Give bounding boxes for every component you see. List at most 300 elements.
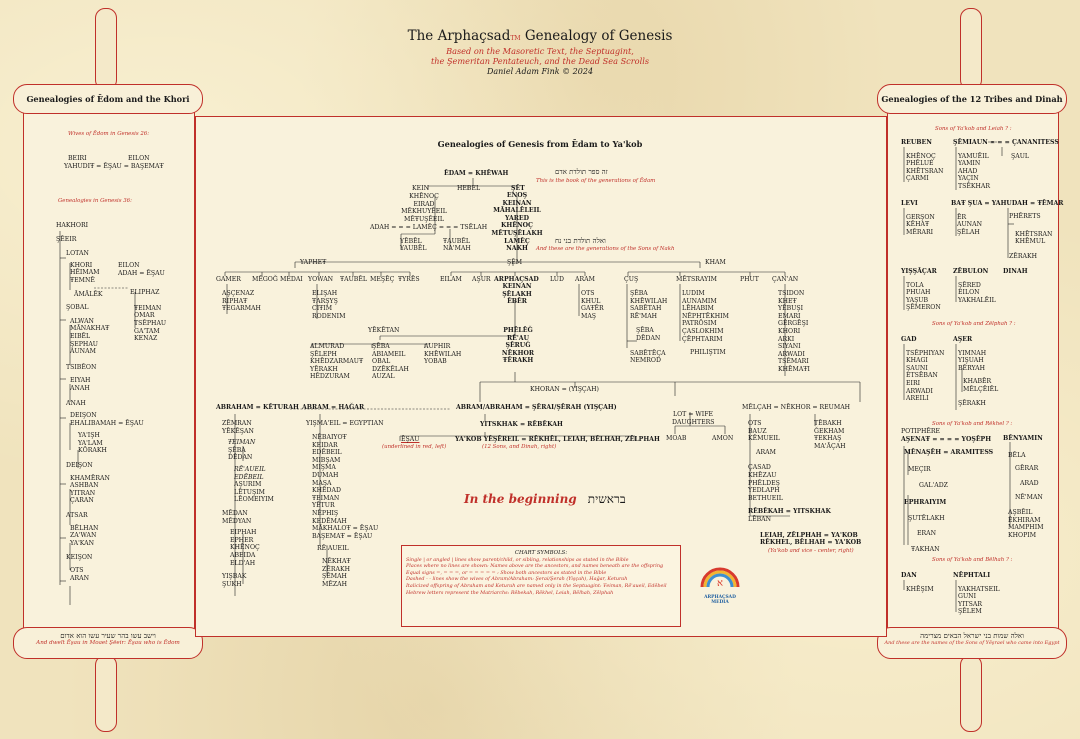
name-khesim: KHĒŞIM — [906, 585, 934, 593]
node-yekesan: YĒKĒŞAN — [222, 427, 254, 435]
legend-line-1: Single | or angled | lines show parent/child, or sibling, relationships as stated in the Bible — [406, 556, 629, 563]
node-tsidon: TSIDON — [778, 290, 805, 297]
node-terakh: ŦĒRAKH — [502, 357, 534, 365]
node-aunamim: AUNAMIM — [682, 297, 717, 305]
node-maacah: MA'ĀÇAH — [814, 442, 846, 450]
name-khemul: KHĒMUL — [1015, 238, 1046, 245]
rainbow-icon — [700, 561, 740, 591]
node-yetur: YĒTUR — [312, 502, 335, 510]
name-omar: OMAR — [134, 312, 155, 320]
node-eber: ĒBĒR — [507, 298, 527, 306]
node-yismaeil: YIŞMA'EIL = EGYPTIAN — [306, 420, 384, 427]
name-zerakh: ZĒRAKH — [1009, 253, 1037, 260]
node-yebusi: YĒBUŞI — [778, 305, 804, 313]
node-yeketan: YĒKĒTAN — [368, 327, 400, 334]
name-tola: TOLA — [906, 281, 924, 289]
name-deison-2: DEIŞON — [66, 462, 93, 470]
node-abram-serai: ABRAM/ABRAHAM = ŞĒRAI/ŞĒRAH (YIŞÇAH) — [456, 404, 617, 411]
name-eliphaz: ELIPHAZ — [130, 289, 160, 297]
name-yalam: YA'LAM — [78, 439, 103, 447]
caption-generations-noah: And these are the generations of the Sons of Nakh — [536, 246, 675, 252]
node-esau-center: ĒŞAU — [401, 436, 420, 443]
hebrew-generations-noah: ואלה תולדת בני נח — [555, 237, 606, 245]
node-aram: ARAM — [575, 276, 595, 283]
node-casad: ÇASAD — [748, 464, 771, 472]
node-ascenaz: AŞÇENAZ — [222, 290, 255, 297]
left-tree-lines — [0, 0, 200, 640]
name-yisuah: YIŞUAH — [958, 357, 984, 365]
name-saul: ŞAUL — [1011, 153, 1030, 160]
node-abram-hagar: ABRAM = HAĞAR — [302, 404, 365, 411]
name-er: ĒR — [957, 213, 967, 221]
author-credit: Daniel Adam Fink © 2024 — [486, 67, 594, 76]
node-reaueil-k: RĒ'AUEIL — [234, 465, 266, 473]
name-asenat-joseph: AŞENAŦ = = = = YOŞĒPH — [901, 435, 992, 443]
right-footer-english: And these are the names of the Sons of Yēşrael who came into Egypt — [884, 640, 1060, 646]
arphacsad-media-logo — [700, 561, 740, 609]
node-epher: EPHER — [230, 536, 254, 544]
node-serug: ŞĒRUĞ — [505, 342, 531, 350]
name-eiyah: EIYAH — [70, 377, 91, 385]
beginning-hebrew: בראשית — [587, 492, 626, 506]
tribe-levi: LEVI — [901, 200, 918, 207]
leah-sons-title: Sons of Ya'kob and Leiah ? : — [935, 126, 1012, 132]
node-taubel: ŦAUBĒL — [443, 238, 470, 245]
node-khenoc-set: KHĒNOÇ — [501, 222, 533, 230]
name-tsekhar: TSĒKHAR — [958, 182, 991, 190]
name-tsibeon: TSIBĒON — [66, 363, 97, 371]
name-belhan: BĒLHAN — [70, 524, 99, 532]
tribe-naphtali: NĒPHTALI — [953, 572, 991, 579]
name-ashban: ASHBAN — [70, 482, 99, 490]
name-sauni: ŞAUNI — [906, 364, 928, 372]
name-etseban: ETSĒBAN — [906, 372, 938, 380]
name-yakan: YA'KAN — [70, 539, 95, 547]
keturah-sons — [222, 420, 274, 588]
node-citim: CIŦIM — [312, 305, 333, 313]
node-mibsam: MIBŞAM — [312, 456, 341, 464]
node-tekhas: ŦEKHAŞ — [814, 435, 842, 443]
name-menaseh: MĒNAŞĒH = ARAMITESS — [904, 449, 994, 457]
legend-title: CHART SYMBOLS: — [514, 550, 568, 556]
logo-text-top: ARPHAÇSAD — [704, 595, 736, 600]
name-bela: BĒLA — [1008, 451, 1026, 459]
node-selakh: ŞĒLAKH — [502, 290, 532, 298]
name-eiran: ERAN — [917, 530, 937, 538]
tribe-reuben: REUBEN — [901, 139, 932, 146]
node-seba-2: ŞĒBA — [636, 327, 654, 335]
tribe-judah: BAŦ ŞUA = YAHUDAH = ŦĒMAR — [951, 200, 1064, 207]
mizraim-sons — [682, 290, 729, 357]
svg-text:א: א — [716, 578, 724, 589]
legend-line-6: Hebrew letters represent the Matriarchs: Rēbekah, Rēkhel, Leiah, Bēlhah, Zēlphah — [406, 589, 614, 596]
node-khoran: KHORAN = (YIŞÇAH) — [530, 386, 599, 393]
node-medyan: MĒDYAN — [222, 517, 252, 525]
node-ludim: LUDIM — [682, 290, 705, 297]
note-jacob-right: (12 Sons, and Dinah, right) — [482, 444, 557, 450]
name-khetsran-2: KHĒTSRAN — [1015, 231, 1053, 238]
node-zerakh-i: ZĒRAKH — [322, 565, 350, 573]
title-part-a: The Arphaçsad — [407, 28, 511, 44]
name-tsephau: TSĒPHAU — [134, 319, 167, 327]
title-part-b: Genealogy of Genesis — [524, 28, 673, 44]
node-misma: MIŞMA — [312, 464, 336, 472]
node-khewilah-1: KHĒWILAH — [630, 297, 668, 305]
right-banner-title: Genealogies of the 12 Tribes and Dinah — [881, 94, 1063, 104]
node-keinan-2: KEINAN — [502, 283, 532, 290]
name-mamphim: MAMPHIM — [1008, 524, 1044, 532]
node-mesec: MEŞĒÇ — [370, 276, 395, 283]
node-sabeteca: SABĒTĒÇA — [630, 349, 666, 357]
gamer-sons — [222, 290, 261, 313]
name-khori: KHORI — [70, 261, 93, 269]
node-cus: ÇUŞ — [624, 276, 639, 283]
name-atsar: ATSAR — [66, 512, 88, 520]
node-reaueil-i: RĒ'AUEIL — [317, 545, 349, 553]
name-temne: ŦEMNĒ — [70, 276, 95, 284]
name-khameran: KHAMĒRAN — [70, 474, 110, 482]
node-melcah-nekhor: MĒLÇAH = NĒKHOR = REUMAH — [742, 404, 851, 411]
node-nekhor: NĒKHOR — [501, 349, 535, 357]
node-arki: ARKI — [778, 335, 795, 343]
name-gerson: GERŞON — [906, 213, 935, 221]
wife-beiri: BEIRI — [68, 155, 87, 162]
name-aunan: AUNAN — [957, 221, 982, 229]
node-teiman-k: ŦEIMAN — [228, 439, 256, 447]
node-nephis: NĒPHIŞ — [312, 509, 339, 517]
node-yedlaph: YEDLAPH — [748, 487, 780, 495]
name-selah: ŞĒLAH — [957, 228, 980, 236]
node-hebel: HEBEL — [457, 185, 481, 192]
name-tsephiyan: TSĒPHIYAN — [906, 349, 945, 357]
name-yasub: YAŞUB — [906, 296, 929, 304]
node-yobab: YOBAB — [424, 358, 447, 366]
caption-generations-adam: This is the book of the generations of Ēdam — [536, 178, 656, 184]
name-deison-1: DEIŞON — [70, 412, 97, 420]
node-kham: KHAM — [705, 259, 726, 266]
node-lot-wife: LOT = WIFE — [672, 411, 714, 418]
name-eilon-2: EILON — [958, 289, 980, 297]
name-yimnah: YIMNAH — [958, 349, 987, 357]
node-rebekah-yitskhak: RĒBĒKAH = YITSKHAK — [748, 508, 831, 516]
name-ehalibamah: EHALIBAMAH = ĒŞAU — [70, 419, 144, 427]
tribe-zebulun: ZĒBULON — [953, 268, 989, 275]
node-yakob-wives: YA'KOB YĒŞĒREIL = RĒKHĒL, LEIAH, BĒLHAH, ZĒLPHAH — [455, 436, 660, 443]
name-korakh: KŌRAKH — [78, 447, 107, 455]
node-ots-n: OTS — [748, 420, 762, 427]
node-dzekelah: DZĒKĒLAH — [372, 365, 409, 373]
name-zawan: ZA'WAN — [70, 532, 97, 540]
tribe-gad: GAD — [901, 336, 917, 343]
name-yitsar: YITSAR — [958, 600, 983, 608]
node-nemrod: NEMROD — [630, 357, 661, 365]
node-gekham: ĞEKHAM — [814, 427, 845, 435]
rachel-sons-title: Sons of Ya'kob and Rēkhel ? : — [932, 421, 1013, 427]
node-metuseeil: MĒŦUŞĒEIL — [403, 215, 445, 223]
node-abraham-keturah: ABRAHAM = KĒTURAH — [216, 404, 299, 411]
name-phelue: PHĒLUÉ — [906, 160, 934, 168]
node-mahaleleil: MĀHALĒLEIL — [493, 207, 541, 215]
in-the-beginning — [464, 488, 626, 507]
node-rekhel-yakob: RĒKHEL, BĒLHAH = YA'KOB — [760, 539, 862, 547]
legend-line-5: Italicized offspring of Abraham and Keturah are named only in the Septuagint: Ŧeiman, Rē'aueil, Edēbeil — [406, 582, 667, 589]
node-siyani: SIYANI — [778, 343, 801, 351]
cush-sons — [630, 290, 667, 365]
reumah-sons — [814, 420, 846, 450]
node-almurad: ALMURAD — [310, 343, 345, 350]
node-edebeil-i: EDĒBEIL — [312, 449, 342, 457]
node-semah: ŞĒMAH — [322, 573, 347, 581]
subtitle-line-1: Based on the Masoretic Text, the Septuagint, — [446, 46, 634, 56]
note-esau-left: (underlined in red, left) — [382, 444, 447, 450]
left-scroll-rod-bottom — [95, 655, 117, 732]
node-set: ŞĒT — [511, 185, 525, 192]
name-beryah: BĒRYAH — [958, 364, 985, 372]
node-seleph: ŞĒLEPH — [310, 350, 337, 358]
node-khenoc: KHĒNOÇ — [409, 193, 439, 200]
node-lud: LUD — [550, 276, 564, 283]
node-asurim: AŞURIM — [234, 481, 262, 489]
node-yaubel: YAUBĒL — [400, 245, 427, 252]
node-mekhuyeeil: MĒKHUYĒEIL — [401, 208, 447, 216]
name-yakhaleil: YAKHALĒIL — [958, 296, 996, 304]
node-namah: NA'MAH — [443, 245, 471, 252]
name-arad: ARAD — [1020, 479, 1039, 487]
node-khenoc-k: KHĒNOÇ — [230, 544, 260, 552]
name-khopim: KHOPIM — [1008, 531, 1037, 539]
name-anah-1: ANAH — [70, 384, 90, 392]
name-khenoc: KHĒNOÇ — [906, 152, 936, 160]
name-ephraiyim: EPHRAIYIM — [904, 498, 947, 506]
node-ots-aram: OTS — [581, 290, 595, 297]
name-sered: ŞĒRED — [958, 281, 981, 289]
name-kehat: KĒHAŦ — [906, 221, 930, 229]
name-eibel: EIBĒL — [70, 332, 91, 340]
name-kenaz: KENAZ — [134, 335, 158, 343]
name-neman: NĒ'MAN — [1015, 494, 1043, 502]
name-takhan: ŦAKHAN — [911, 545, 940, 553]
node-nephtekhim: NĒPHTĒKHIM — [682, 312, 729, 320]
genesis36-title: Genealogies in Genesis 36: — [58, 198, 132, 204]
node-khul: KHUL — [581, 297, 601, 305]
node-amon: AMON — [712, 435, 734, 442]
node-mas: MAŞ — [581, 312, 597, 320]
name-amalek: ĀMĀLĒK — [74, 290, 103, 298]
node-adam: ĒDAM = KHĒWAH — [444, 170, 509, 177]
node-nakh: NAKH — [506, 245, 528, 253]
node-makhalot-esau: MĀKHALOŦ = ĒŞAU — [312, 525, 379, 533]
ishmael-sons — [312, 434, 378, 588]
node-tyres: ŦYRĒS — [398, 276, 420, 283]
tribe-asher: AŞER — [953, 336, 973, 343]
node-seba-k: ŞĒBA — [228, 446, 246, 454]
node-leomeiyim: LĒOMEIYIM — [234, 496, 274, 504]
node-kein: KEIN — [412, 185, 429, 192]
center-title: Genealogies of Genesis from Ēdam to Ya'kob — [437, 139, 643, 149]
node-letusim: LĒTUŞIM — [234, 488, 265, 496]
subtitle-line-2: the Şemeritan Pentateuch, and the Dead Sea Scrolls — [430, 56, 650, 66]
edom-wives-title: Wives of Ēdom in Genesis 26: — [68, 131, 150, 137]
name-merari: MĒRARI — [906, 228, 934, 236]
node-khori-c: KHORI — [778, 327, 801, 335]
node-pheleg: PHĒLĒĞ — [503, 327, 533, 334]
tribe-simeon: ŞĒMIAUN = = = ÇANANITESS — [953, 139, 1059, 146]
name-yaish: YA'IŞH — [78, 432, 100, 440]
node-seba-1: ŞĒBA — [630, 290, 648, 297]
name-semeron: ŞĒMERON — [906, 304, 941, 312]
legend-line-4: Dashed - - lines show the wives of Abram/Abraham: Şerai/Şerah (Yişçah), Hağar, Keturah — [406, 576, 628, 583]
node-auphir: AUPHIR — [424, 343, 451, 350]
name-pherets: PHĒRETS — [1009, 213, 1041, 220]
node-kedemah: KEDĒMAH — [312, 517, 347, 525]
node-elisah: ELIŞAH — [312, 290, 338, 297]
node-asur: AŞUR — [472, 276, 491, 283]
node-leiah-yakob: LEIAH, ZĒLPHAH = YA'KOB — [760, 531, 858, 539]
beginning-english: In the beginning — [464, 492, 577, 506]
node-aram-n: ARAM — [756, 448, 776, 456]
joktan-sons-3 — [424, 343, 461, 366]
name-selem: ŞĒLEM — [958, 608, 982, 616]
name-sephau: ŞEPHAU — [70, 340, 98, 348]
node-tsemari: TSĒMARI — [778, 358, 809, 366]
node-yared: YARED — [504, 214, 530, 222]
name-potiphere: POTIPHĒRE — [901, 428, 941, 435]
node-reau: RĒ'AU — [507, 334, 529, 342]
node-eirad: EIRAD — [413, 200, 435, 208]
name-yacin: YAÇIN — [958, 175, 979, 183]
node-keinan: KEINAN — [502, 199, 532, 207]
aram-sons — [581, 290, 604, 320]
node-arwadi: ARWADI — [778, 350, 805, 358]
logo-text-bottom: MEDIA — [711, 600, 729, 605]
joktan-sons-1 — [310, 343, 363, 381]
left-footer-hebrew: וישב עשו בהר שעיר עשו הוא אדום — [60, 632, 156, 640]
name-carmi: ÇARMI — [906, 175, 929, 183]
node-eiphah: EIPHAH — [230, 529, 257, 537]
node-daughters: DAUGHTERS — [672, 418, 715, 426]
node-tegarmah: ŦEGARMAH — [222, 305, 261, 313]
node-medan: MĒDAN — [222, 509, 248, 517]
name-yakhatseil: YAKHATSEIL — [958, 585, 1000, 593]
lot-group — [672, 411, 714, 426]
node-lehabim: LĒHABIM — [682, 305, 714, 313]
name-eiri: EIRI — [906, 379, 921, 387]
chart-header — [380, 28, 700, 76]
legend-line-3: Equal signs =, = = =, or = = = = = : Show both ancestors as stated in the Bible — [406, 569, 607, 576]
node-khedzarmaut: KHĒDZARMAUŦ — [310, 358, 364, 366]
arphacsad-line — [500, 283, 534, 306]
node-enos: ENOŞ — [506, 192, 528, 199]
node-abeida: ABEIDA — [230, 551, 256, 559]
node-lamec-set: LAMĒÇ — [504, 237, 530, 245]
node-gater: GAŦĒR — [581, 305, 604, 313]
left-banner-title: Genealogies of Ēdom and the Khori — [26, 94, 190, 104]
node-yebel: YĒBĒL — [400, 238, 422, 245]
tribe-issachar: YIŞŞĀÇAR — [901, 268, 937, 275]
node-eilam: EILAM — [440, 276, 462, 283]
node-yaphet: YAPHEŦ — [300, 259, 327, 266]
node-yowan: YOWAN — [308, 276, 334, 283]
name-aunam: AUNAM — [70, 348, 96, 356]
node-sukh: ŞUKH — [222, 580, 242, 588]
name-guni: GUNI — [958, 593, 977, 601]
name-yamueil: YAMUĒIL — [958, 152, 989, 160]
node-tebakh: TĒBAKH — [814, 420, 842, 427]
name-adah-esau: ADAH = ĒŞAU — [118, 269, 165, 277]
trademark-mark: TM — [510, 35, 521, 42]
node-basemat-esau: BAŞEMAŦ = ĒŞAU — [312, 532, 373, 540]
name-dinah: DINAH — [1003, 268, 1028, 275]
name-khetsran: KHĒTSRAN — [906, 167, 944, 175]
name-alwan: ALWAN — [70, 317, 94, 325]
node-yisbak: YIŞBAK — [222, 573, 247, 581]
node-patrosim: PATRŌSIM — [682, 320, 717, 328]
name-galadz: GAL'ADZ — [919, 482, 948, 490]
bilhah-sons-title: Sons of Ya'kob and Bēlhah ? : — [932, 557, 1013, 563]
name-khaber: KHABĒR — [963, 378, 992, 386]
name-khagi: KHAGI — [906, 357, 928, 365]
node-abiameil: ABIAMEIL — [372, 350, 406, 358]
name-manakhat: MĀNAKHAŦ — [70, 325, 110, 333]
node-remah: RĒ'MAH — [630, 312, 658, 320]
name-areili: AREILI — [906, 395, 929, 403]
node-teiman-i: ŦEIMAN — [312, 494, 340, 502]
legend-line-2: Places where no lines are shown: Names above are the ancestors, and names beneath are the offspring — [406, 563, 664, 570]
node-nekhat: NĒKHAŦ — [322, 557, 351, 565]
node-metsrayim: MĒTSRAYIM — [676, 276, 717, 283]
node-medai: MEDAI — [280, 276, 303, 283]
node-hedzuram: HĒDZURAM — [310, 373, 350, 381]
edom-wives-line: YAHUDIŦ = ĒŞAU = BAŞEMAŦ — [64, 163, 164, 170]
right-scroll-rod-bottom — [960, 655, 982, 732]
note-nahor: (Ya'kob and vice - center, right) — [768, 548, 854, 554]
name-arwadi: ARWADI — [906, 387, 933, 395]
node-phut: PHUT — [740, 276, 759, 283]
zilpah-sons-title: Sons of Ya'kob and Zēlphah ? : — [932, 321, 1016, 327]
node-khet: KHEŦ — [778, 297, 797, 305]
node-philistim: PHILIŞTIM — [690, 349, 726, 357]
set-line — [488, 192, 546, 253]
node-zemran: ZĒMRAN — [222, 420, 252, 427]
hebrew-generations-adam: זה ספר תולדת אדם — [555, 168, 608, 176]
wife-eilon: EILON — [128, 155, 150, 162]
node-khedad: KHĒDAD — [312, 487, 341, 495]
node-yerakh: YĒRAKH — [310, 365, 338, 373]
node-dedan-k: DĒDAN — [228, 454, 253, 462]
node-mezah: MĒZAH — [322, 580, 348, 588]
node-phேldes: PHĒLDEŞ — [748, 479, 780, 487]
peleg-line — [496, 327, 540, 365]
node-khezau: KHĒZAU — [748, 471, 777, 479]
node-dedan-1: DĒDAN — [636, 334, 661, 342]
name-eilon: EILON — [118, 262, 140, 269]
name-yitran: YITRAN — [70, 489, 96, 497]
name-phuah: PHUAH — [906, 289, 931, 297]
name-seeir: ŞĒEIR — [56, 235, 77, 243]
node-keidar: KEIDAR — [312, 441, 338, 449]
node-eldah: ELD'AH — [230, 559, 256, 567]
node-yitskhak-rebekah: YITSKHAK = RĒBĒKAH — [480, 421, 563, 428]
canaan-sons — [778, 290, 810, 374]
name-caran: ÇARAN — [70, 497, 94, 505]
name-serakh: ŞĒRAKH — [958, 399, 986, 407]
name-heimam: HĒIMAM — [70, 269, 100, 277]
node-bethueil: BETHUEIL — [748, 494, 783, 502]
node-caslokhim: ÇASLOKHIM — [682, 327, 724, 335]
name-gerar: GĒRAR — [1015, 465, 1039, 473]
name-gatam: GA'TAM — [134, 327, 160, 335]
name-ekhiram: ĒKHIRAM — [1008, 516, 1041, 524]
